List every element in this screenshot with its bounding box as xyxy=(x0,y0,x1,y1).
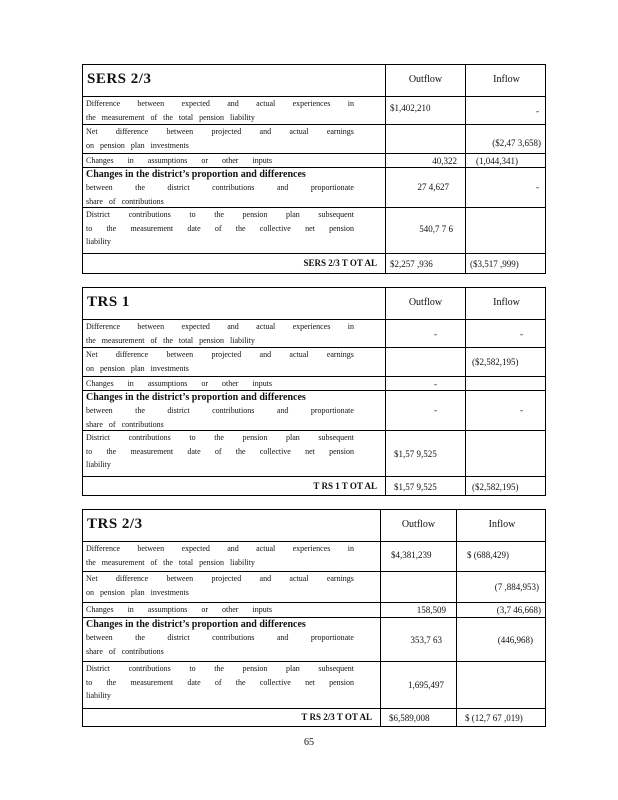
table-row xyxy=(83,390,545,430)
row-text: share of contributions xyxy=(86,646,164,656)
outflow-value: $4,381,239 xyxy=(391,550,432,560)
outflow-value: 158,509 xyxy=(416,605,446,615)
row-text: to the measurement date of the collective net pension xyxy=(86,677,354,687)
inflow-value: - xyxy=(536,106,539,116)
row-text: liability xyxy=(86,460,111,469)
row-text: to the measurement date of the collective net pension xyxy=(86,223,354,233)
inflow-value: (3,7 46,668) xyxy=(496,605,541,615)
inflow-value: - xyxy=(520,329,523,339)
trs-1-table xyxy=(82,287,546,496)
sers-2-3-table xyxy=(82,64,546,274)
trs-2-3-table xyxy=(82,509,546,727)
inflow-value: (446,968) xyxy=(497,635,533,645)
inflow-value: $ (688,429) xyxy=(467,550,509,560)
inflow-value: - xyxy=(520,405,523,415)
outflow-header: Outflow xyxy=(408,297,443,308)
table-row xyxy=(83,319,545,347)
row-text: Changes in assumptions or other inputs xyxy=(86,605,273,614)
outflow-value: 40,322 xyxy=(432,156,457,166)
total-label: SERS 2/3 T OT AL xyxy=(303,258,377,268)
inflow-header: Inflow xyxy=(493,297,520,308)
total-row xyxy=(83,708,545,727)
row-heading: Changes in the district’s proportion and differences xyxy=(86,392,306,403)
outflow-header: Outflow xyxy=(408,74,443,85)
outflow-value: - xyxy=(434,405,437,415)
row-text: District contributions to the pension plan subsequent xyxy=(86,664,354,673)
row-text: Changes in assumptions or other inputs xyxy=(86,379,273,388)
table-row xyxy=(83,347,545,376)
row-text: District contributions to the pension plan subsequent xyxy=(86,433,354,442)
outflow-value: $1,57 9,525 xyxy=(394,449,437,459)
total-outflow: $1,57 9,525 xyxy=(394,482,437,492)
inflow-value: ($2,582,195) xyxy=(472,357,519,367)
row-text: District contributions to the pension plan subsequent xyxy=(86,210,354,219)
outflow-header: Outflow xyxy=(401,519,436,530)
table-row xyxy=(83,153,545,167)
row-text: Net difference between projected and actual earnings xyxy=(86,350,354,359)
table-row xyxy=(83,430,545,476)
section-title: TRS 1 xyxy=(87,294,130,310)
inflow-value: ($2,47 3,658) xyxy=(492,138,541,148)
outflow-value: 540,7 7 6 xyxy=(419,224,453,234)
row-text: share of contributions xyxy=(86,196,164,206)
inflow-value: - xyxy=(536,182,539,192)
total-row xyxy=(83,253,545,274)
outflow-value: $1,402,210 xyxy=(390,103,431,113)
row-text: Difference between expected and actual experiences in xyxy=(86,322,354,331)
row-text: Net difference between projected and actual earnings xyxy=(86,574,354,583)
total-inflow: ($3,517 ,999) xyxy=(470,259,519,269)
outflow-value: 1,695,497 xyxy=(408,680,444,690)
total-inflow: ($2,582,195) xyxy=(472,482,519,492)
row-text: Net difference between projected and actual earnings xyxy=(86,127,354,136)
outflow-value: 27 4,627 xyxy=(417,182,449,192)
table-row xyxy=(83,376,545,390)
table-row xyxy=(83,124,545,153)
row-text: between the district contributions and proportionate xyxy=(86,183,354,192)
row-text: Difference between expected and actual experiences in xyxy=(86,544,354,553)
row-text: between the district contributions and proportionate xyxy=(86,406,354,415)
row-text: the measurement of the total pension liability xyxy=(86,335,255,345)
inflow-header: Inflow xyxy=(488,519,516,530)
table-row xyxy=(83,571,545,602)
row-text: Changes in assumptions or other inputs xyxy=(86,156,273,165)
table-row xyxy=(83,207,545,253)
total-label: T RS 2/3 T OT AL xyxy=(301,712,372,722)
table-row xyxy=(83,541,545,571)
table-row xyxy=(83,661,545,708)
total-row xyxy=(83,476,545,496)
row-heading: Changes in the district’s proportion and differences xyxy=(86,619,306,630)
table-row xyxy=(83,167,545,207)
outflow-value: 353,7 63 xyxy=(410,635,442,645)
table-row xyxy=(83,617,545,661)
inflow-header: Inflow xyxy=(493,74,520,85)
total-outflow: $6,589,008 xyxy=(389,713,430,723)
row-text: between the district contributions and proportionate xyxy=(86,633,354,642)
row-text: on pension plan investments xyxy=(86,587,189,597)
table-header-row xyxy=(83,65,545,96)
row-text: the measurement of the total pension liability xyxy=(86,557,255,567)
table-row xyxy=(83,96,545,124)
row-text: liability xyxy=(86,691,111,700)
total-label: T RS 1 T OT AL xyxy=(313,481,377,491)
outflow-value: - xyxy=(434,329,437,339)
total-outflow: $2,257 ,936 xyxy=(390,259,433,269)
row-text: liability xyxy=(86,237,111,246)
row-text: on pension plan investments xyxy=(86,363,189,373)
section-title: SERS 2/3 xyxy=(87,71,152,87)
total-inflow: $ (12,7 67 ,019) xyxy=(465,713,523,723)
page-number: 65 xyxy=(304,737,314,748)
outflow-value: - xyxy=(434,379,437,389)
table-header-row xyxy=(83,510,545,541)
table-header-row xyxy=(83,288,545,319)
row-text: share of contributions xyxy=(86,419,164,429)
row-text: the measurement of the total pension liability xyxy=(86,112,255,122)
table-row xyxy=(83,602,545,617)
section-title: TRS 2/3 xyxy=(87,516,143,532)
inflow-value: (7 ,884,953) xyxy=(494,582,539,592)
inflow-value: (1,044,341) xyxy=(476,156,518,166)
row-text: on pension plan investments xyxy=(86,140,189,150)
row-text: to the measurement date of the collective net pension xyxy=(86,446,354,456)
row-text: Difference between expected and actual experiences in xyxy=(86,99,354,108)
row-heading: Changes in the district’s proportion and differences xyxy=(86,169,306,180)
